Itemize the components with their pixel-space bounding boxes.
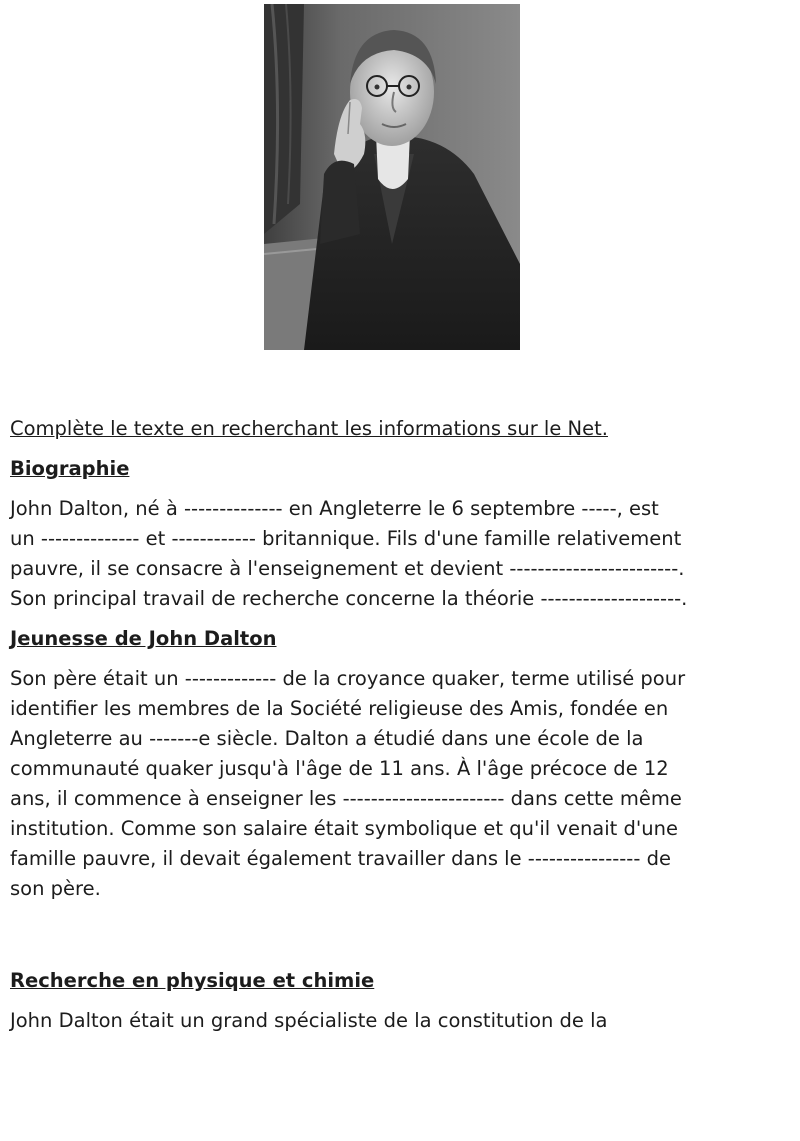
text-line: Angleterre au -------e siècle. Dalton a étudié dans une école de la	[10, 727, 644, 750]
paragraph-jeunesse	[10, 664, 790, 904]
paragraph-biographie	[10, 494, 790, 614]
text-line: pauvre, il se consacre à l'enseignement et devient ------------------------.	[10, 557, 685, 580]
heading-jeunesse: Jeunesse de John Dalton	[10, 627, 277, 650]
paragraph-recherche	[10, 1006, 790, 1036]
text-line: John Dalton était un grand spécialiste de la constitution de la	[10, 1009, 608, 1032]
text-line: John Dalton, né à -------------- en Angleterre le 6 septembre -----, est	[10, 497, 659, 520]
instruction-text: Complète le texte en recherchant les informations sur le Net.	[10, 417, 608, 440]
text-line: son père.	[10, 877, 101, 900]
heading-biographie: Biographie	[10, 457, 130, 480]
worksheet-content	[10, 414, 790, 1036]
text-line: institution. Comme son salaire était symbolique et qu'il venait d'une	[10, 817, 678, 840]
portrait-illustration	[264, 4, 520, 350]
text-line: Son principal travail de recherche concerne la théorie --------------------.	[10, 587, 688, 610]
text-line: communauté quaker jusqu'à l'âge de 11 ans. À l'âge précoce de 12	[10, 757, 669, 780]
text-line: identifier les membres de la Société religieuse des Amis, fondée en	[10, 697, 669, 720]
text-line: ans, il commence à enseigner les ----------------------- dans cette même	[10, 787, 682, 810]
heading-recherche: Recherche en physique et chimie	[10, 969, 375, 992]
text-line: Son père était un ------------- de la croyance quaker, terme utilisé pour	[10, 667, 686, 690]
portrait-engraving	[264, 4, 520, 350]
text-line: famille pauvre, il devait également travailler dans le ---------------- de	[10, 847, 671, 870]
text-line: un -------------- et ------------ britannique. Fils d'une famille relativement	[10, 527, 682, 550]
